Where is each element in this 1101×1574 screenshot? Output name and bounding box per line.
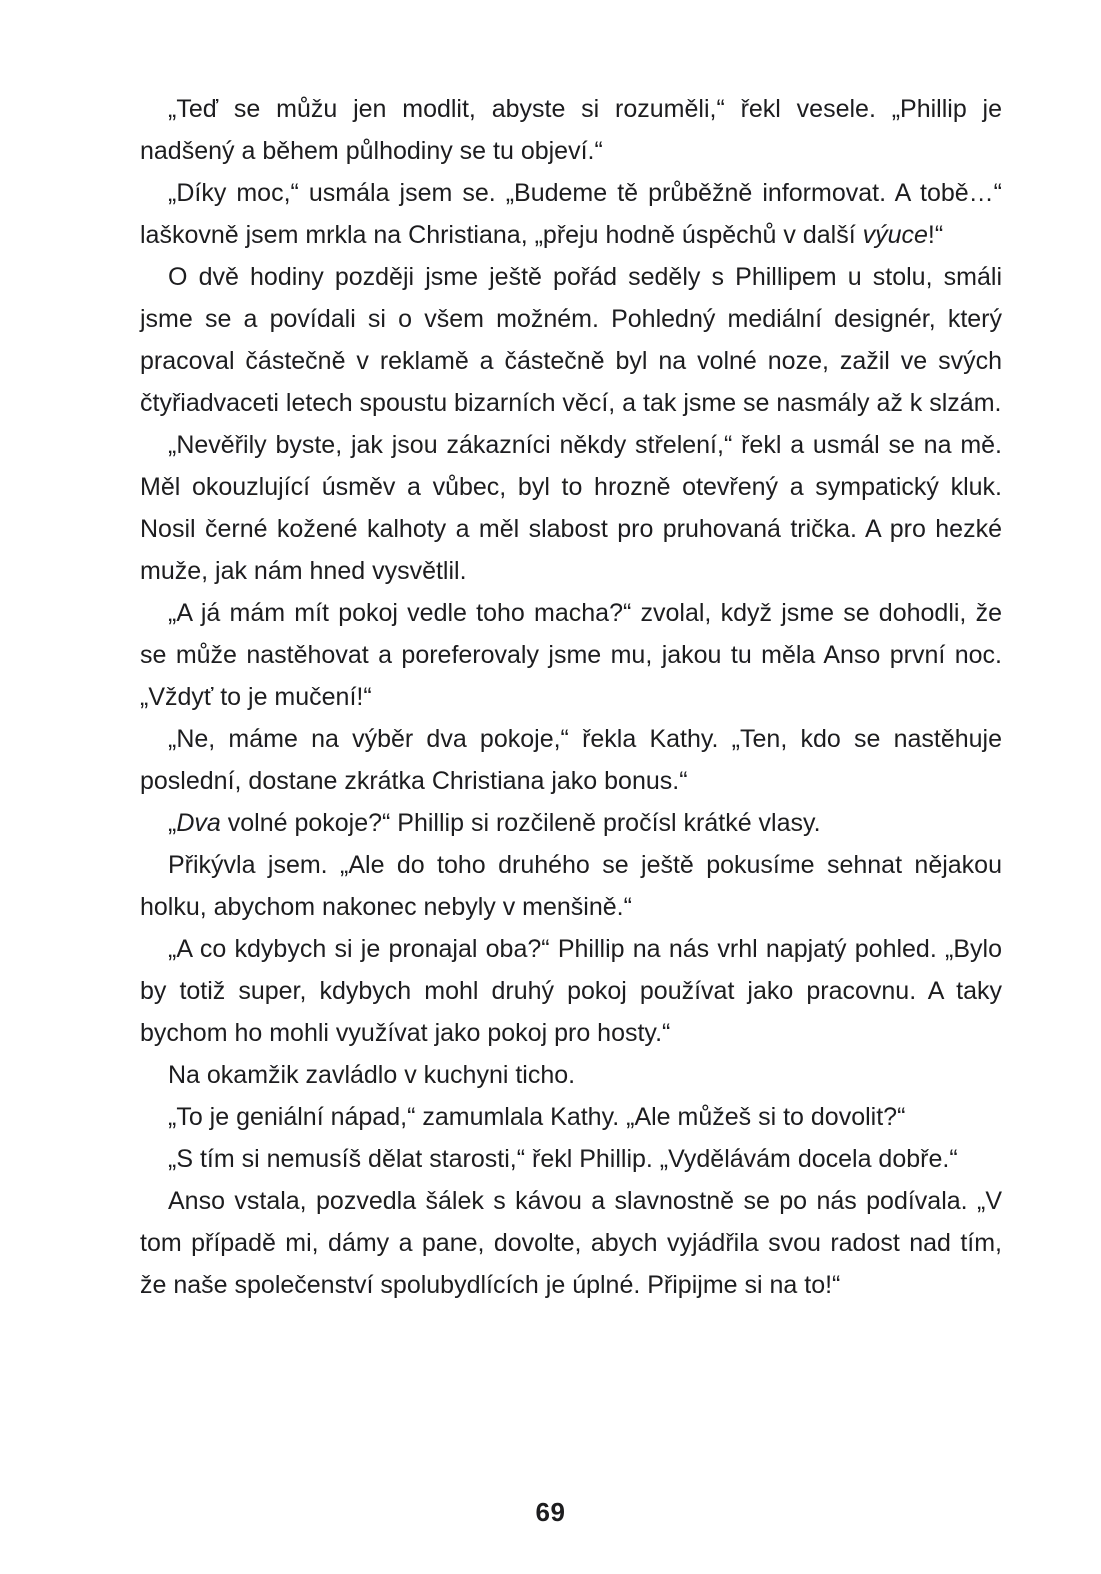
paragraph bbox=[140, 1096, 1002, 1138]
text-segment: Na okamžik zavládlo v kuchyni ticho. bbox=[168, 1061, 576, 1089]
paragraph bbox=[140, 1054, 1002, 1096]
paragraph bbox=[140, 1138, 1002, 1180]
text-segment: „Díky moc,“ usmála jsem se. „Budeme tě průběžně informovat. A tobě…“ laškovně jsem mrkla na Christiana, „přeju hodně úspěchů v další bbox=[140, 179, 1002, 249]
text-segment: „Nevěřily byste, jak jsou zákazníci někdy střelení,“ řekl a usmál se na mě. Měl okouzlující úsměv a vůbec, byl to hrozně otevřený a sympatický kluk. Nosil černé kožené kalhoty a měl slabost pro pruhovaná trička. A pro hezké muže, jak nám hned vysvětlil. bbox=[140, 431, 1002, 585]
paragraph bbox=[140, 1180, 1002, 1306]
paragraph bbox=[140, 256, 1002, 424]
paragraph bbox=[140, 718, 1002, 802]
italic-text: Dva bbox=[176, 809, 221, 837]
text-segment: !“ bbox=[927, 221, 944, 249]
text-segment: „A já mám mít pokoj vedle toho macha?“ zvolal, když jsme se dohodli, že se může nastěhovat a poreferovaly jsme mu, jakou tu měla Anso první noc. „Vždyť to je mučení!“ bbox=[140, 599, 1002, 711]
paragraph bbox=[140, 592, 1002, 718]
text-segment: O dvě hodiny později jsme ještě pořád seděly s Phillipem u stolu, smáli jsme se a povídali si o všem možném. Pohledný mediální designér, který pracoval částečně v reklamě a částečně byl na volné noze, zažil ve svých čtyřiadvaceti letech spoustu bizarních věcí, a tak jsme se nasmály až k slzám. bbox=[140, 263, 1002, 417]
body-text bbox=[140, 88, 1002, 1306]
paragraph bbox=[140, 88, 1002, 172]
text-segment: „Teď se můžu jen modlit, abyste si rozuměli,“ řekl vesele. „Phillip je nadšený a během půlhodiny se tu objeví.“ bbox=[140, 95, 1002, 165]
paragraph bbox=[140, 802, 1002, 844]
text-segment: „Ne, máme na výběr dva pokoje,“ řekla Kathy. „Ten, kdo se nastěhuje poslední, dostane zkrátka Christiana jako bonus.“ bbox=[140, 725, 1002, 795]
text-segment: „ bbox=[168, 809, 177, 837]
text-segment: „A co kdybych si je pronajal oba?“ Phillip na nás vrhl napjatý pohled. „Bylo by totiž super, kdybych mohl druhý pokoj používat jako pracovnu. A taky bychom ho mohli využívat jako pokoj pro hosty.“ bbox=[140, 935, 1002, 1047]
text-segment: Anso vstala, pozvedla šálek s kávou a slavnostně se po nás podívala. „V tom případě mi, dámy a pane, dovolte, abych vyjádřila svou radost nad tím, že naše společenství spolubydlících je úplné. Připijme si na to!“ bbox=[140, 1187, 1002, 1299]
italic-text: výuce bbox=[862, 221, 928, 249]
page-number: 69 bbox=[535, 1497, 566, 1527]
paragraph bbox=[140, 172, 1002, 256]
paragraph bbox=[140, 424, 1002, 592]
text-segment: Přikývla jsem. „Ale do toho druhého se ještě pokusíme sehnat nějakou holku, abychom nakonec nebyly v menšině.“ bbox=[140, 851, 1002, 921]
text-segment: volné pokoje?“ Phillip si rozčileně pročísl krátké vlasy. bbox=[220, 809, 821, 837]
text-segment: „S tím si nemusíš dělat starosti,“ řekl Phillip. „Vydělávám docela dobře.“ bbox=[168, 1145, 958, 1173]
paragraph bbox=[140, 928, 1002, 1054]
text-segment: „To je geniální nápad,“ zamumlala Kathy. „Ale můžeš si to dovolit?“ bbox=[168, 1103, 906, 1131]
paragraph bbox=[140, 844, 1002, 928]
